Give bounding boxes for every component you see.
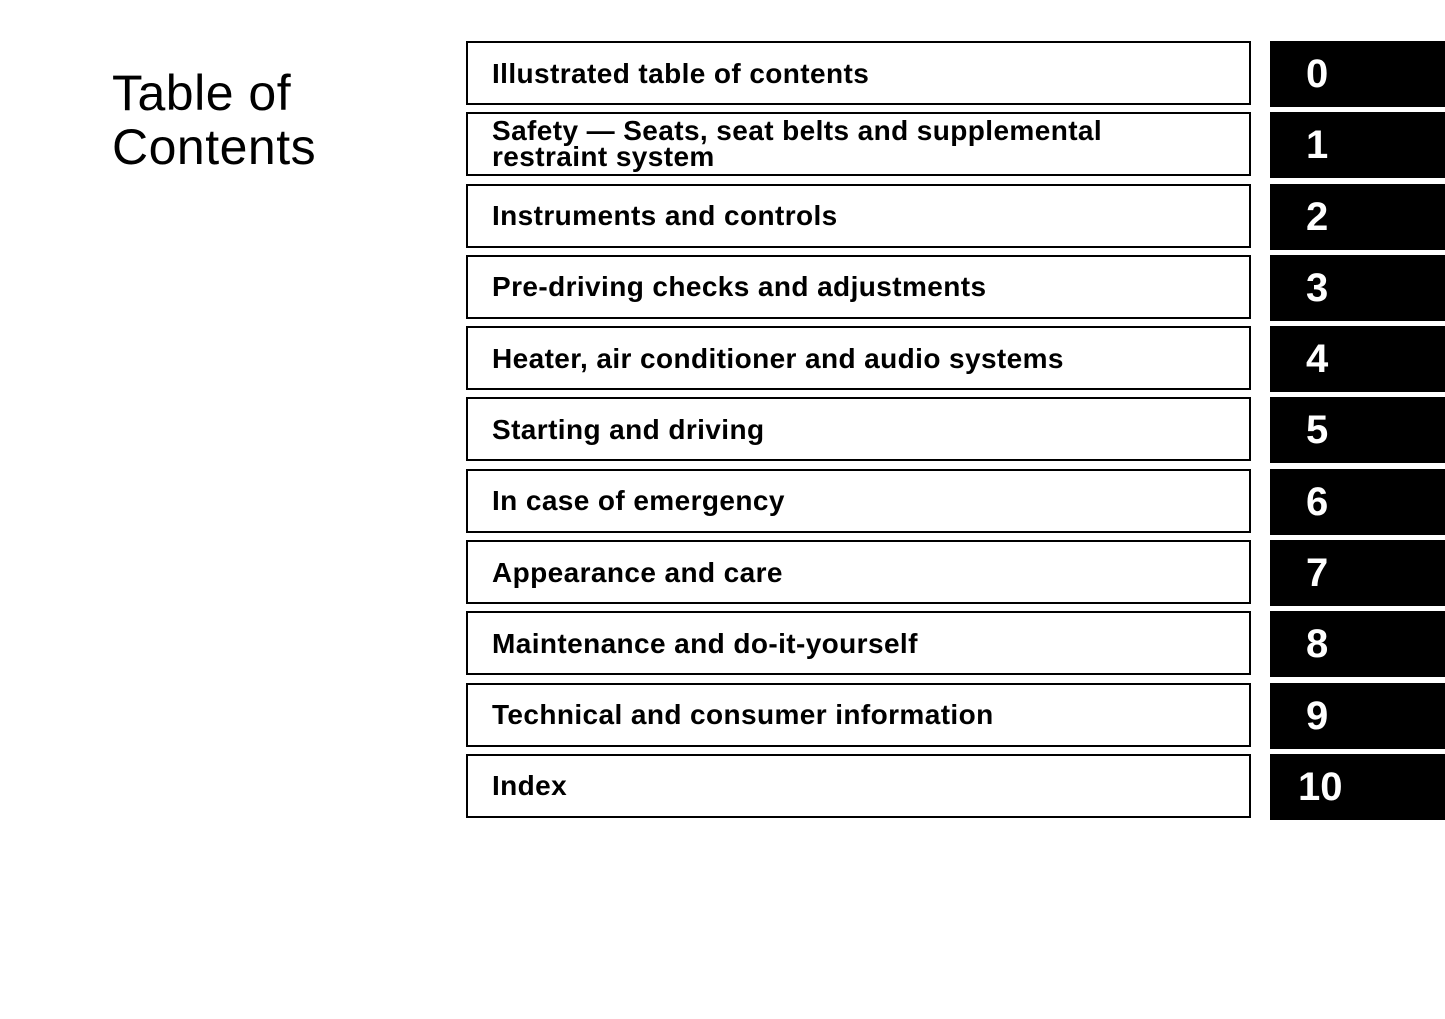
- chapter-number: 6: [1306, 479, 1329, 524]
- toc-entry-box[interactable]: [466, 326, 1251, 390]
- toc-entry-label: Instruments and controls: [492, 200, 838, 232]
- chapter-number: 3: [1306, 265, 1329, 310]
- toc-entry-4[interactable]: [466, 326, 1445, 390]
- chapter-number: 2: [1306, 194, 1329, 239]
- toc-entry-label: Appearance and care: [492, 556, 783, 588]
- toc-entry-3[interactable]: [466, 255, 1445, 319]
- toc-entry-label: Index: [492, 770, 568, 802]
- toc-entry-label: Maintenance and do-it-yourself: [492, 627, 918, 659]
- chapter-number: 0: [1306, 52, 1329, 96]
- toc-entry-0[interactable]: [466, 41, 1445, 105]
- toc-entry-box[interactable]: [466, 255, 1251, 319]
- chapter-number: 7: [1306, 551, 1329, 596]
- chapter-tab[interactable]: [1270, 611, 1445, 677]
- page-title: Table of Contents: [112, 64, 317, 175]
- toc-entry-box[interactable]: [466, 41, 1251, 105]
- toc-entry-box[interactable]: [466, 754, 1251, 818]
- toc-entry-10[interactable]: [466, 754, 1445, 818]
- toc-entry-label: Technical and consumer information: [492, 699, 994, 731]
- chapter-tab[interactable]: [1270, 397, 1445, 463]
- toc-entry-box[interactable]: [466, 611, 1251, 675]
- toc-entry-7[interactable]: [466, 540, 1445, 604]
- toc-entry-box[interactable]: [466, 469, 1251, 533]
- toc-entry-1[interactable]: [466, 112, 1445, 176]
- chapter-number: 4: [1306, 337, 1329, 382]
- toc-entry-2[interactable]: [466, 184, 1445, 248]
- toc-entry-9[interactable]: [466, 683, 1445, 747]
- chapter-tab[interactable]: [1270, 754, 1445, 820]
- chapter-number: 5: [1306, 408, 1329, 453]
- chapter-number: 8: [1306, 622, 1329, 667]
- chapter-tab[interactable]: [1270, 112, 1445, 178]
- chapter-tab[interactable]: [1270, 184, 1445, 250]
- toc-entry-box[interactable]: [466, 112, 1251, 176]
- chapter-tab[interactable]: [1270, 683, 1445, 749]
- toc-entry-label: Starting and driving: [492, 413, 765, 445]
- toc-entry-label: In case of emergency: [492, 485, 785, 517]
- chapter-number: 9: [1306, 693, 1329, 738]
- toc-entry-label: Safety — Seats, seat belts and supplemental restraint system: [492, 115, 1103, 173]
- chapter-tab[interactable]: [1270, 41, 1445, 107]
- toc-entry-box[interactable]: [466, 397, 1251, 461]
- toc-entry-box[interactable]: [466, 683, 1251, 747]
- chapter-tab[interactable]: [1270, 255, 1445, 321]
- chapter-number: 1: [1306, 123, 1329, 168]
- toc-entry-label: Pre-driving checks and adjustments: [492, 271, 987, 303]
- toc-entry-6[interactable]: [466, 469, 1445, 533]
- toc-entry-box[interactable]: [466, 184, 1251, 248]
- chapter-tab[interactable]: [1270, 540, 1445, 606]
- chapter-tab[interactable]: [1270, 469, 1445, 535]
- table-of-contents: [466, 41, 1445, 825]
- toc-entry-5[interactable]: [466, 397, 1445, 461]
- toc-entry-8[interactable]: [466, 611, 1445, 675]
- chapter-number: 10: [1298, 764, 1343, 809]
- chapter-tab[interactable]: [1270, 326, 1445, 392]
- toc-entry-label: Illustrated table of contents: [492, 57, 870, 89]
- toc-entry-box[interactable]: [466, 540, 1251, 604]
- toc-entry-label: Heater, air conditioner and audio systems: [492, 342, 1064, 374]
